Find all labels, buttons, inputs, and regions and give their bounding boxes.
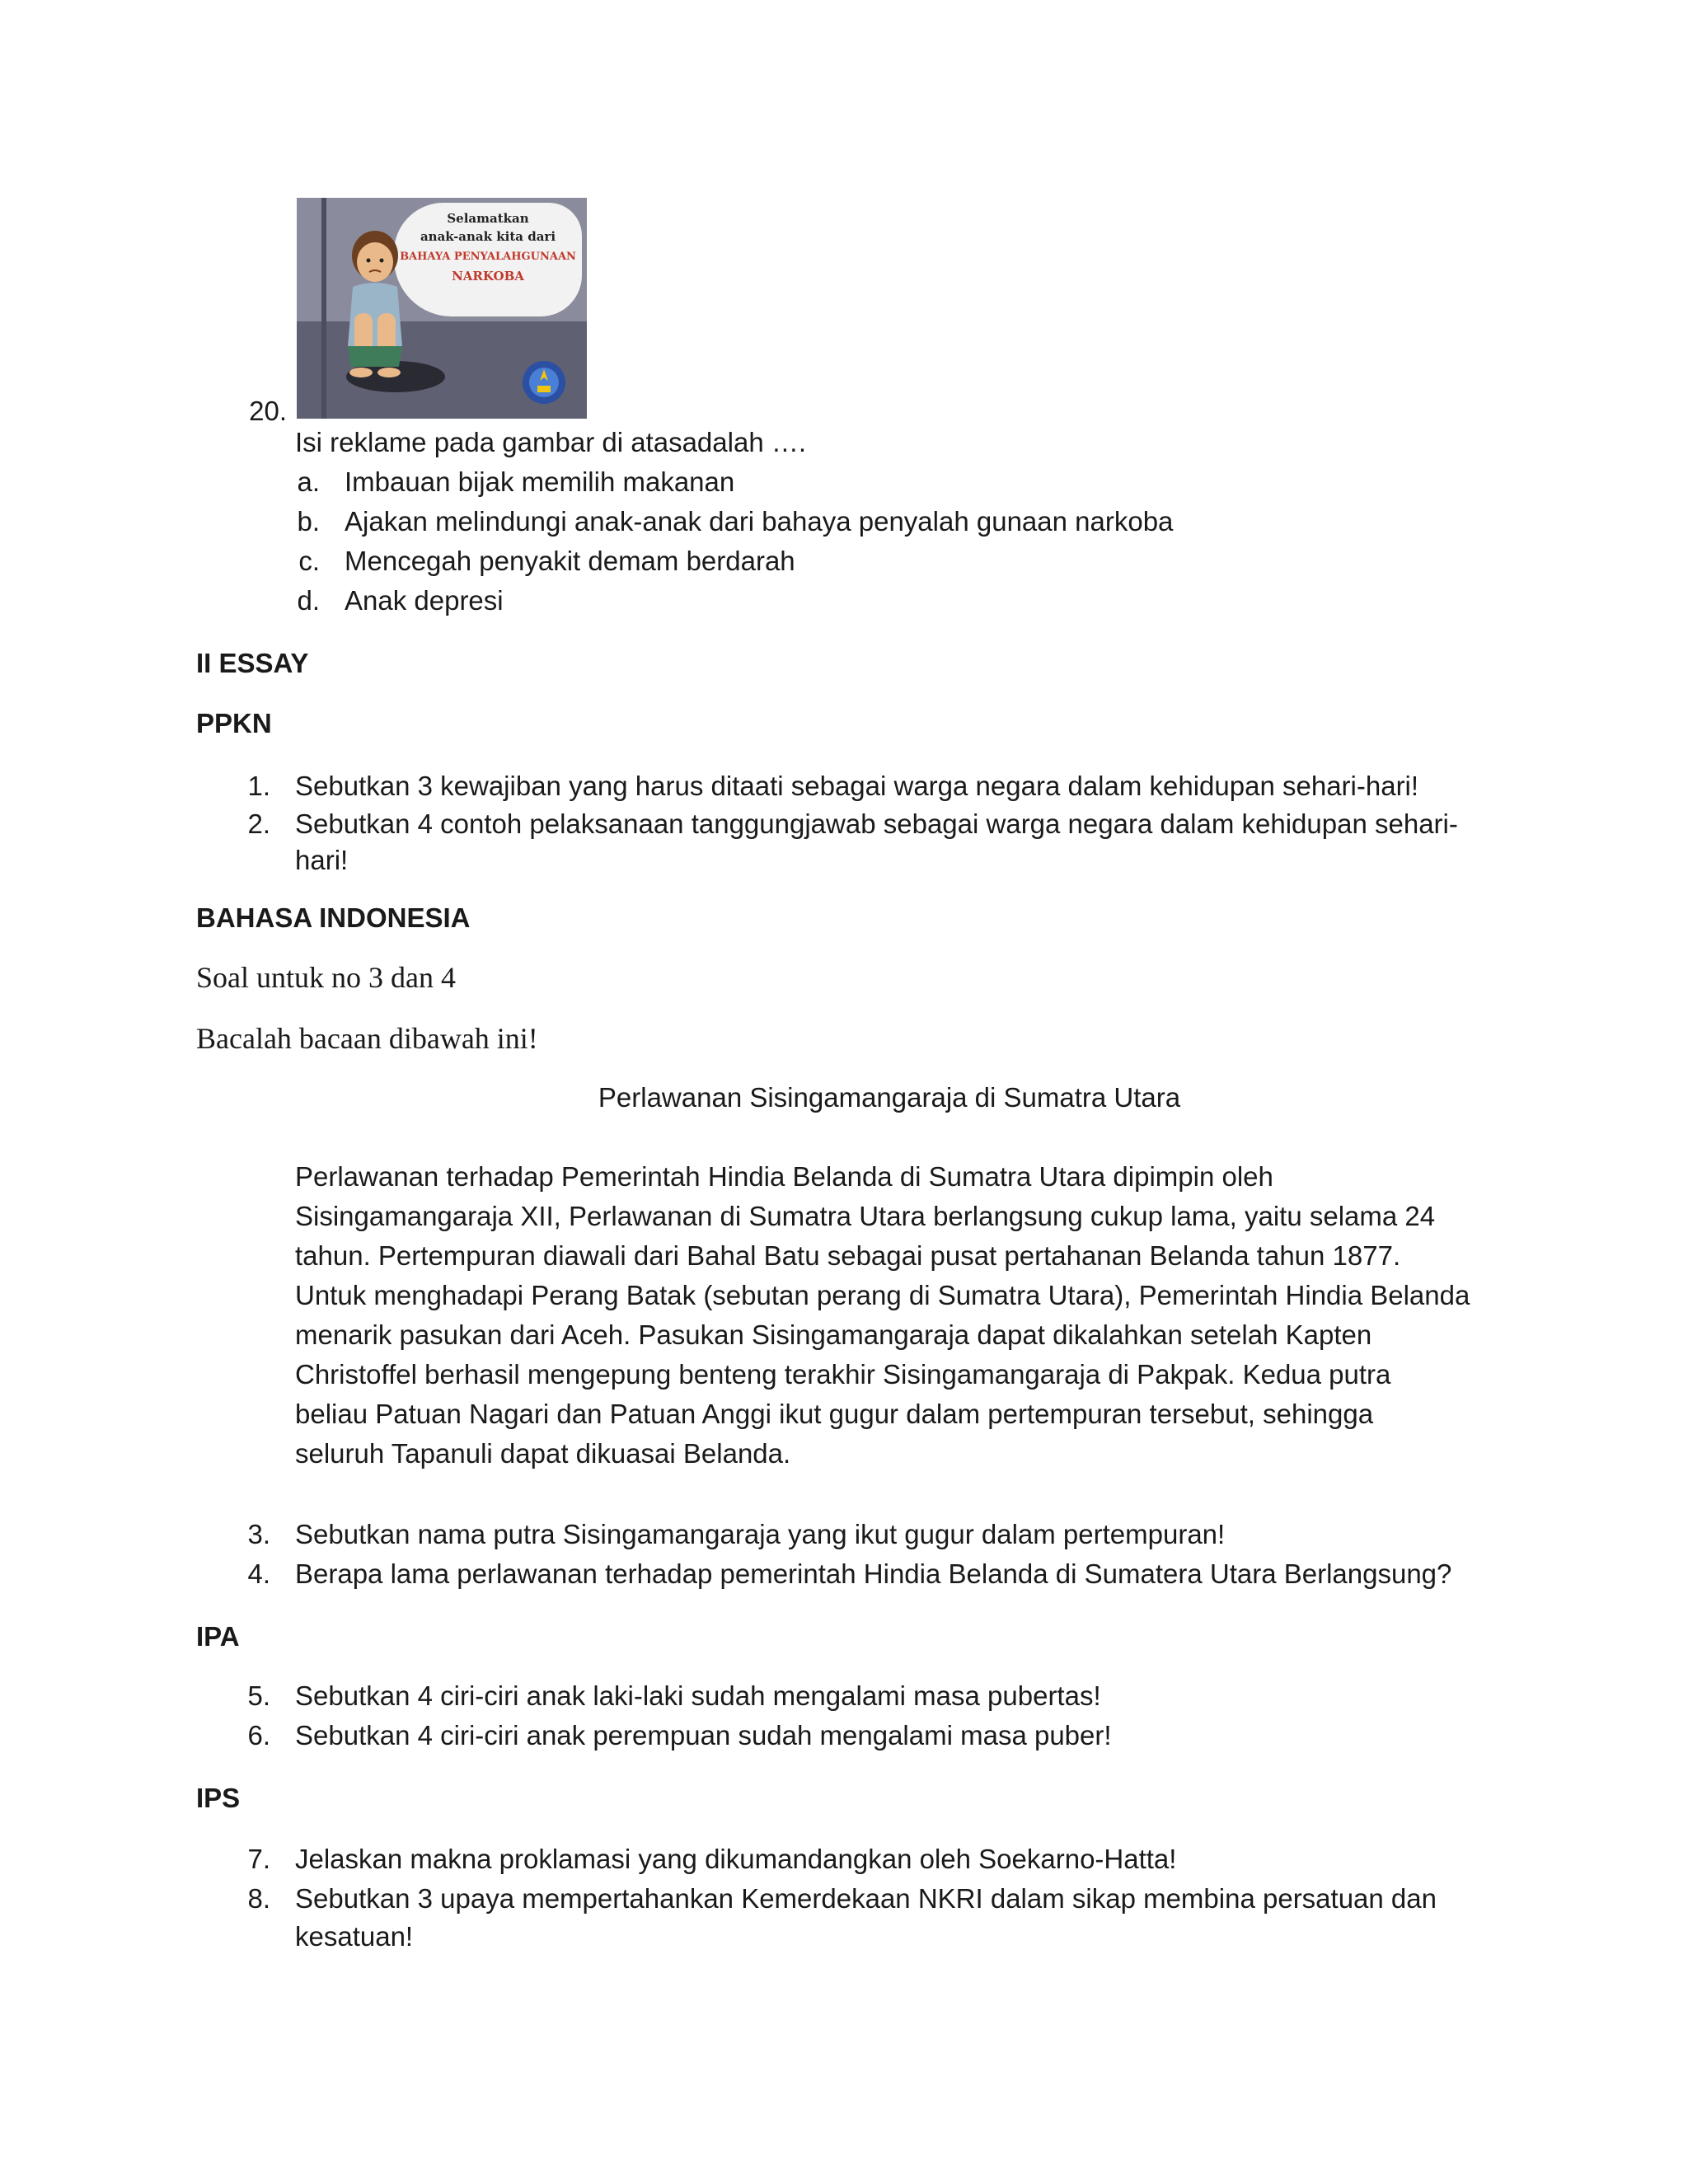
organization-logo-icon <box>521 359 567 405</box>
essay-question-text: Sebutkan 4 ciri-ciri anak perempuan sudah mengalami masa puber! <box>295 1720 1112 1750</box>
essay-question-text: Sebutkan 3 kewajiban yang harus ditaati sebagai warga negara dalam kehidupan sehari-hari! <box>295 771 1419 801</box>
essay-question-text: Sebutkan 4 ciri-ciri anak laki-laki sudah mengalami masa pubertas! <box>295 1680 1101 1711</box>
essay-number: 8. <box>247 1883 270 1914</box>
poster-text-line2: anak-anak kita dari <box>420 229 556 244</box>
poster-text-line3: BAHAYA PENYALAHGUNAAN <box>400 251 576 263</box>
essay-number: 1. <box>247 771 270 801</box>
reading-passage-line: Sisingamangaraja XII, Perlawanan di Sumatra Utara berlangsung cukup lama, yaitu selama 24 <box>295 1201 1436 1231</box>
reading-instruction: Bacalah bacaan dibawah ini! <box>196 1022 538 1055</box>
subject-heading-ipa: IPA <box>196 1621 240 1652</box>
essay-question-text: Sebutkan nama putra Sisingamangaraja yang ikut gugur dalam pertempuran! <box>295 1519 1226 1549</box>
poster-corner <box>321 198 326 419</box>
essay-number: 5. <box>247 1680 270 1711</box>
reading-passage-line: beliau Patuan Nagari dan Patuan Anggi ikut gugur dalam pertempuran tersebut, sehingga <box>295 1399 1374 1429</box>
reading-passage-line: menarik pasukan dari Aceh. Pasukan Sisingamangaraja dapat dikalahkan setelah Kapten <box>295 1319 1372 1350</box>
subject-heading-ppkn: PPKN <box>196 708 272 738</box>
essay-number: 6. <box>247 1720 270 1750</box>
reading-passage <box>295 1157 1470 1474</box>
option-d-letter: d. <box>297 585 320 616</box>
reading-instruction: Soal untuk no 3 dan 4 <box>196 961 456 994</box>
essay-question-text: Berapa lama perlawanan terhadap pemerintah Hindia Belanda di Sumatera Utara Berlangsung? <box>295 1558 1452 1589</box>
sad-child-illustration <box>330 223 420 387</box>
option-b-text: Ajakan melindungi anak-anak dari bahaya penyalah gunaan narkoba <box>345 506 1174 537</box>
reading-title: Perlawanan Sisingamangaraja di Sumatra Utara <box>598 1082 1181 1113</box>
essay-number: 4. <box>247 1558 270 1589</box>
option-c-letter: c. <box>298 546 320 576</box>
reading-passage-line: Christoffel berhasil mengepung benteng terakhir Sisingamangaraja di Pakpak. Kedua putra <box>295 1359 1391 1390</box>
essay-question-text-continued: hari! <box>295 845 349 875</box>
essay-number: 7. <box>247 1844 270 1874</box>
option-c-text: Mencegah penyakit demam berdarah <box>345 546 795 576</box>
option-b-letter: b. <box>297 506 320 537</box>
essay-number: 2. <box>247 808 270 839</box>
poster-text-line4: NARKOBA <box>452 269 524 284</box>
reading-passage-line: seluruh Tapanuli dapat dikuasai Belanda. <box>295 1438 791 1469</box>
reading-passage-line: tahun. Pertempuran diawali dari Bahal Batu sebagai pusat pertahanan Belanda tahun 1877. <box>295 1240 1401 1271</box>
reading-passage-line: Untuk menghadapi Perang Batak (sebutan perang di Sumatra Utara), Pemerintah Hindia Belanda <box>295 1280 1470 1310</box>
option-d-text: Anak depresi <box>345 585 504 616</box>
option-a-text: Imbauan bijak memilih makanan <box>345 466 735 497</box>
subject-heading-bahasa-indonesia: BAHASA INDONESIA <box>196 902 471 933</box>
anti-drug-poster-image <box>297 198 587 419</box>
subject-heading-ips: IPS <box>196 1783 241 1813</box>
essay-question-text: Sebutkan 3 upaya mempertahankan Kemerdekaan NKRI dalam sikap membina persatuan dan <box>295 1883 1437 1914</box>
reading-passage-line: Perlawanan terhadap Pemerintah Hindia Belanda di Sumatra Utara dipimpin oleh <box>295 1161 1273 1192</box>
section-heading-essay: II ESSAY <box>196 648 309 678</box>
essay-question-text: Jelaskan makna proklamasi yang dikumandangkan oleh Soekarno-Hatta! <box>295 1844 1177 1874</box>
essay-question-text-continued: kesatuan! <box>295 1921 414 1952</box>
essay-question-text: Sebutkan 4 contoh pelaksanaan tanggungjawab sebagai warga negara dalam kehidupan sehari- <box>295 808 1458 839</box>
question-number: 20. <box>249 396 287 426</box>
poster-text-line1: Selamatkan <box>447 211 529 226</box>
essay-number: 3. <box>247 1519 270 1549</box>
option-a-letter: a. <box>297 466 320 497</box>
question-20-text: Isi reklame pada gambar di atasadalah …. <box>295 427 807 457</box>
